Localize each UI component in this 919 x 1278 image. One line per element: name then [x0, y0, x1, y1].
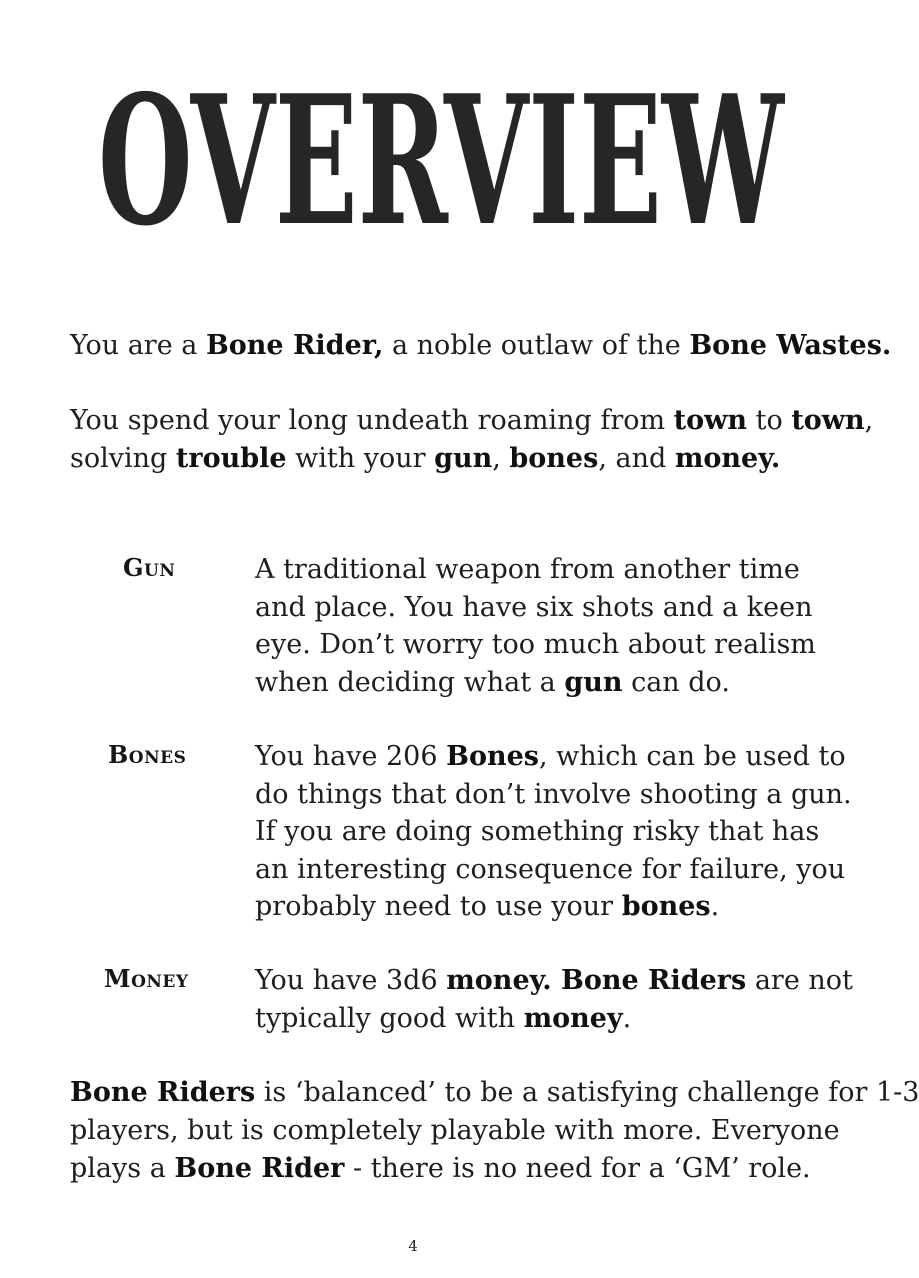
- term-gun: Gun: [123, 553, 176, 582]
- bold-text: Bone Riders: [70, 1077, 256, 1108]
- text-run: players, but is completely playable with more. Everyone: [70, 1115, 840, 1146]
- page-title-text: OVERVIEW: [98, 56, 784, 265]
- page-number: 4: [408, 1237, 418, 1255]
- closing-paragraph: [70, 1074, 919, 1188]
- definition-money: [255, 962, 853, 1037]
- text-run: - there is no need for a ‘GM’ role.: [344, 1153, 811, 1184]
- bold-text: trouble: [175, 443, 287, 474]
- text-run: You have 3d6: [255, 965, 447, 996]
- intro-line-2: [70, 402, 873, 440]
- text-run: ,: [864, 405, 874, 436]
- text-run: typically good with: [255, 1002, 524, 1034]
- bold-text: Bone Rider,: [205, 330, 384, 361]
- definition-line: [255, 851, 852, 889]
- text-run: .: [710, 891, 720, 922]
- bold-text: town: [791, 405, 865, 436]
- text-run: ,: [492, 443, 510, 474]
- text-run: are not: [746, 965, 853, 996]
- definition-line: [255, 776, 852, 814]
- definition-line: [255, 738, 852, 776]
- definition-line: [255, 962, 853, 1000]
- text-run: when deciding what a: [255, 666, 565, 698]
- text-run: can do.: [622, 666, 730, 698]
- intro-line-3: [70, 440, 873, 478]
- text-run: .: [622, 1002, 632, 1034]
- text-run: probably need to use your: [255, 891, 622, 922]
- text-run: to: [747, 405, 792, 436]
- text-run: solving: [70, 443, 176, 474]
- text-run: and place. You have six shots and a keen: [255, 591, 813, 623]
- bold-text: bones: [509, 443, 599, 474]
- term-bones: Bones: [108, 740, 187, 769]
- text-run: a noble outlaw of the: [383, 330, 690, 361]
- closing-line: [70, 1112, 919, 1150]
- intro-paragraph-1: [70, 327, 891, 365]
- intro-line-1: [70, 327, 891, 365]
- definition-gun: [255, 551, 816, 701]
- text-run: plays a: [70, 1153, 175, 1184]
- text-run: You have 206: [255, 741, 447, 772]
- definition-line: [255, 626, 816, 664]
- bold-text: Bone Rider: [174, 1153, 345, 1184]
- bold-text: gun: [434, 443, 493, 474]
- text-run: do things that don’t involve shooting a gun.: [255, 778, 852, 810]
- definition-line: [255, 664, 816, 702]
- bold-text: Bone Wastes.: [689, 330, 892, 361]
- definition-line: [255, 551, 816, 589]
- definition-line: [255, 888, 852, 926]
- definition-line: [255, 813, 852, 851]
- intro-paragraph-2: [70, 402, 873, 478]
- bold-text: money. Bone Riders: [446, 965, 747, 996]
- bold-text: Bones: [446, 741, 539, 772]
- text-run: You are a: [70, 330, 206, 361]
- text-run: with your: [286, 443, 435, 474]
- closing-line: [70, 1074, 919, 1112]
- text-run: eye. Don’t worry too much about realism: [255, 629, 816, 660]
- closing-line: [70, 1150, 919, 1188]
- text-run: If you are doing something risky that has: [255, 816, 820, 847]
- text-run: , and: [598, 443, 675, 474]
- page-title: [98, 56, 784, 265]
- bold-text: gun: [564, 666, 623, 698]
- text-run: , which can be used to: [538, 741, 846, 772]
- term-money: Money: [104, 964, 189, 993]
- text-run: is ‘balanced’ to be a satisfying challenge for 1-3: [255, 1077, 919, 1108]
- bold-text: money: [523, 1002, 623, 1034]
- definition-bones: [255, 738, 852, 926]
- definition-line: [255, 589, 816, 627]
- text-run: You spend your long undeath roaming from: [70, 405, 674, 436]
- bold-text: town: [673, 405, 748, 436]
- definition-line: [255, 1000, 853, 1038]
- text-run: an interesting consequence for failure, you: [255, 853, 846, 885]
- text-run: A traditional weapon from another time: [255, 554, 800, 585]
- bold-text: money.: [674, 443, 781, 474]
- bold-text: bones: [621, 891, 711, 922]
